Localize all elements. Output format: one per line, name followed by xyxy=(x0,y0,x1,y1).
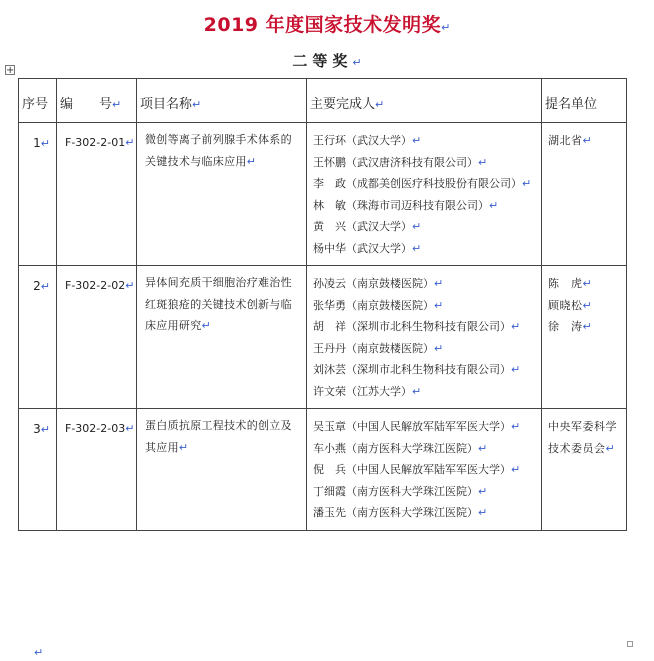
paragraph-mark-icon: ↵ xyxy=(178,440,189,454)
paragraph-mark-icon: ↵ xyxy=(511,420,521,433)
header-people: 主要完成人↵ xyxy=(307,79,542,123)
nominator-name: 中央军委科学技术委员会 xyxy=(548,420,617,455)
row-number: 2 xyxy=(33,279,41,293)
nominator-name: 湖北省 xyxy=(548,134,583,147)
contributor-name: 车小燕（南方医科大学珠江医院） xyxy=(313,441,478,455)
nominating-unit-cell xyxy=(542,123,627,266)
paragraph-mark-icon: ↵ xyxy=(246,154,256,168)
paragraph-mark-icon: ↵ xyxy=(34,646,44,659)
nominator-name: 徐 涛 xyxy=(548,320,583,333)
paragraph-mark-icon: ↵ xyxy=(125,279,135,292)
paragraph-mark-icon: ↵ xyxy=(375,98,385,111)
nominator-name: 顾晓松 xyxy=(548,298,583,312)
paragraph-mark-icon: ↵ xyxy=(441,21,451,34)
row-number: 3 xyxy=(33,422,41,436)
paragraph-mark-icon: ↵ xyxy=(434,341,444,355)
row-number: 1 xyxy=(33,136,41,150)
contributor-name: 孙凌云（南京鼓楼医院） xyxy=(313,277,434,290)
paragraph-mark-icon: ↵ xyxy=(125,422,135,435)
award-code-cell xyxy=(57,123,137,266)
paragraph-mark-icon: ↵ xyxy=(40,280,50,293)
contributor-line xyxy=(313,502,537,524)
project-name: 蛋白质抗原工程技术的创立及其应用 xyxy=(145,419,292,454)
paragraph-mark-icon: ↵ xyxy=(125,136,135,149)
nominating-unit-cell xyxy=(542,409,627,531)
contributor-name: 王丹丹（南京鼓楼医院） xyxy=(313,341,434,355)
contributor-line xyxy=(313,381,537,403)
contributors-cell xyxy=(307,409,542,531)
award-code: F-302-2-03 xyxy=(65,422,126,435)
nominator-line xyxy=(548,416,622,459)
contributor-name: 王行环（武汉大学） xyxy=(313,134,412,147)
nominator-line xyxy=(548,130,622,152)
row-number-cell xyxy=(19,409,57,531)
contributor-line xyxy=(313,216,537,238)
paragraph-mark-icon: ↵ xyxy=(192,98,202,111)
paragraph-mark-icon: ↵ xyxy=(582,277,592,290)
nominator-line xyxy=(548,316,622,338)
paragraph-mark-icon: ↵ xyxy=(412,134,422,147)
paragraph-mark-icon: ↵ xyxy=(522,177,532,190)
paragraph-mark-icon: ↵ xyxy=(434,298,444,312)
contributor-name: 李 政（成都美创医疗科技股份有限公司） xyxy=(313,177,522,190)
contributor-name: 倪 兵（中国人民解放军陆军军医大学） xyxy=(313,463,511,476)
contributor-name: 刘沐芸（深圳市北科生物科技有限公司） xyxy=(313,363,511,376)
contributor-line xyxy=(313,173,537,195)
paragraph-mark-icon: ↵ xyxy=(201,319,211,332)
award-code-cell xyxy=(57,266,137,409)
paragraph-mark-icon: ↵ xyxy=(582,320,592,333)
award-code-cell xyxy=(57,409,137,531)
contributor-line xyxy=(313,195,537,217)
nominator-line xyxy=(548,273,622,295)
table-row xyxy=(19,409,627,531)
row-number-cell xyxy=(19,266,57,409)
contributor-name: 胡 祥（深圳市北科生物科技有限公司） xyxy=(313,320,511,333)
paragraph-mark-icon: ↵ xyxy=(40,137,50,150)
table-row xyxy=(19,123,627,266)
paragraph-mark-icon: ↵ xyxy=(434,277,444,290)
paragraph-mark-icon: ↵ xyxy=(40,423,50,436)
contributor-line xyxy=(313,416,537,438)
paragraph-mark-icon: ↵ xyxy=(478,441,488,455)
contributor-name: 吴玉章（中国人民解放军陆军军医大学） xyxy=(313,420,511,433)
header-code: 编 号↵ xyxy=(57,79,137,123)
paragraph-mark-icon: ↵ xyxy=(412,384,422,398)
table-header-row xyxy=(19,79,627,123)
paragraph-mark-icon: ↵ xyxy=(352,56,362,69)
paragraph-mark-icon: ↵ xyxy=(478,155,488,169)
contributors-cell xyxy=(307,123,542,266)
contributor-line xyxy=(313,238,537,260)
contributor-line xyxy=(313,316,537,338)
nominating-unit-cell xyxy=(542,266,627,409)
contributor-line xyxy=(313,295,537,317)
nominator-line xyxy=(548,295,622,317)
paragraph-mark-icon: ↵ xyxy=(511,320,521,333)
paragraph-mark-icon: ↵ xyxy=(511,463,521,476)
paragraph-mark-icon: ↵ xyxy=(511,363,521,376)
contributor-line xyxy=(313,481,537,503)
header-project: 项目名称↵ xyxy=(137,79,307,123)
row-number-cell xyxy=(19,123,57,266)
contributor-line xyxy=(313,338,537,360)
project-name-cell xyxy=(137,409,307,531)
table-resize-handle-icon[interactable] xyxy=(627,641,633,647)
contributor-name: 林 敏（珠海市司迈科技有限公司） xyxy=(313,198,489,212)
paragraph-mark-icon: ↵ xyxy=(582,298,592,312)
paragraph-mark-icon: ↵ xyxy=(112,98,122,111)
header-unit: 提名单位 xyxy=(542,79,627,123)
paragraph-mark-icon: ↵ xyxy=(478,506,488,519)
contributor-line xyxy=(313,130,537,152)
contributor-name: 丁细霞（南方医科大学珠江医院） xyxy=(313,484,478,498)
project-name-cell xyxy=(137,266,307,409)
award-code: F-302-2-02 xyxy=(65,279,126,292)
paragraph-mark-icon: ↵ xyxy=(412,241,422,255)
contributor-line xyxy=(313,459,537,481)
paragraph-mark-icon: ↵ xyxy=(412,220,422,233)
contributor-line xyxy=(313,152,537,174)
contributor-name: 张华勇（南京鼓楼医院） xyxy=(313,298,434,312)
contributor-name: 潘玉先（南方医科大学珠江医院） xyxy=(313,506,478,519)
awards-table xyxy=(18,78,627,531)
paragraph-mark-icon: ↵ xyxy=(605,441,615,455)
nominator-name: 陈 虎 xyxy=(548,277,583,290)
award-level-heading: 二等奖↵ xyxy=(292,52,362,70)
contributor-name: 许文荣（江苏大学） xyxy=(313,384,412,398)
document-title: 2019 年度国家技术发明奖↵ xyxy=(203,14,451,36)
contributors-cell xyxy=(307,266,542,409)
contributor-name: 黄 兴（武汉大学） xyxy=(313,220,412,233)
paragraph-mark-icon: ↵ xyxy=(582,134,592,147)
contributor-line xyxy=(313,438,537,460)
project-name: 异体间充质干细胞治疗难治性红斑狼疮的关键技术创新与临床应用研究 xyxy=(145,276,292,332)
project-name-cell xyxy=(137,123,307,266)
table-row xyxy=(19,266,627,409)
paragraph-mark-icon: ↵ xyxy=(478,484,488,498)
project-name: 微创等离子前列腺手术体系的关键技术与临床应用 xyxy=(145,133,292,168)
paragraph-mark-icon: ↵ xyxy=(489,198,499,212)
header-no: 序号 xyxy=(19,79,57,123)
contributor-name: 王怀鹏（武汉唐济科技有限公司） xyxy=(313,155,478,169)
award-code: F-302-2-01 xyxy=(65,136,126,149)
table-move-handle-icon[interactable]: + xyxy=(6,65,15,76)
contributor-name: 杨中华（武汉大学） xyxy=(313,241,412,255)
contributor-line xyxy=(313,359,537,381)
contributor-line xyxy=(313,273,537,295)
